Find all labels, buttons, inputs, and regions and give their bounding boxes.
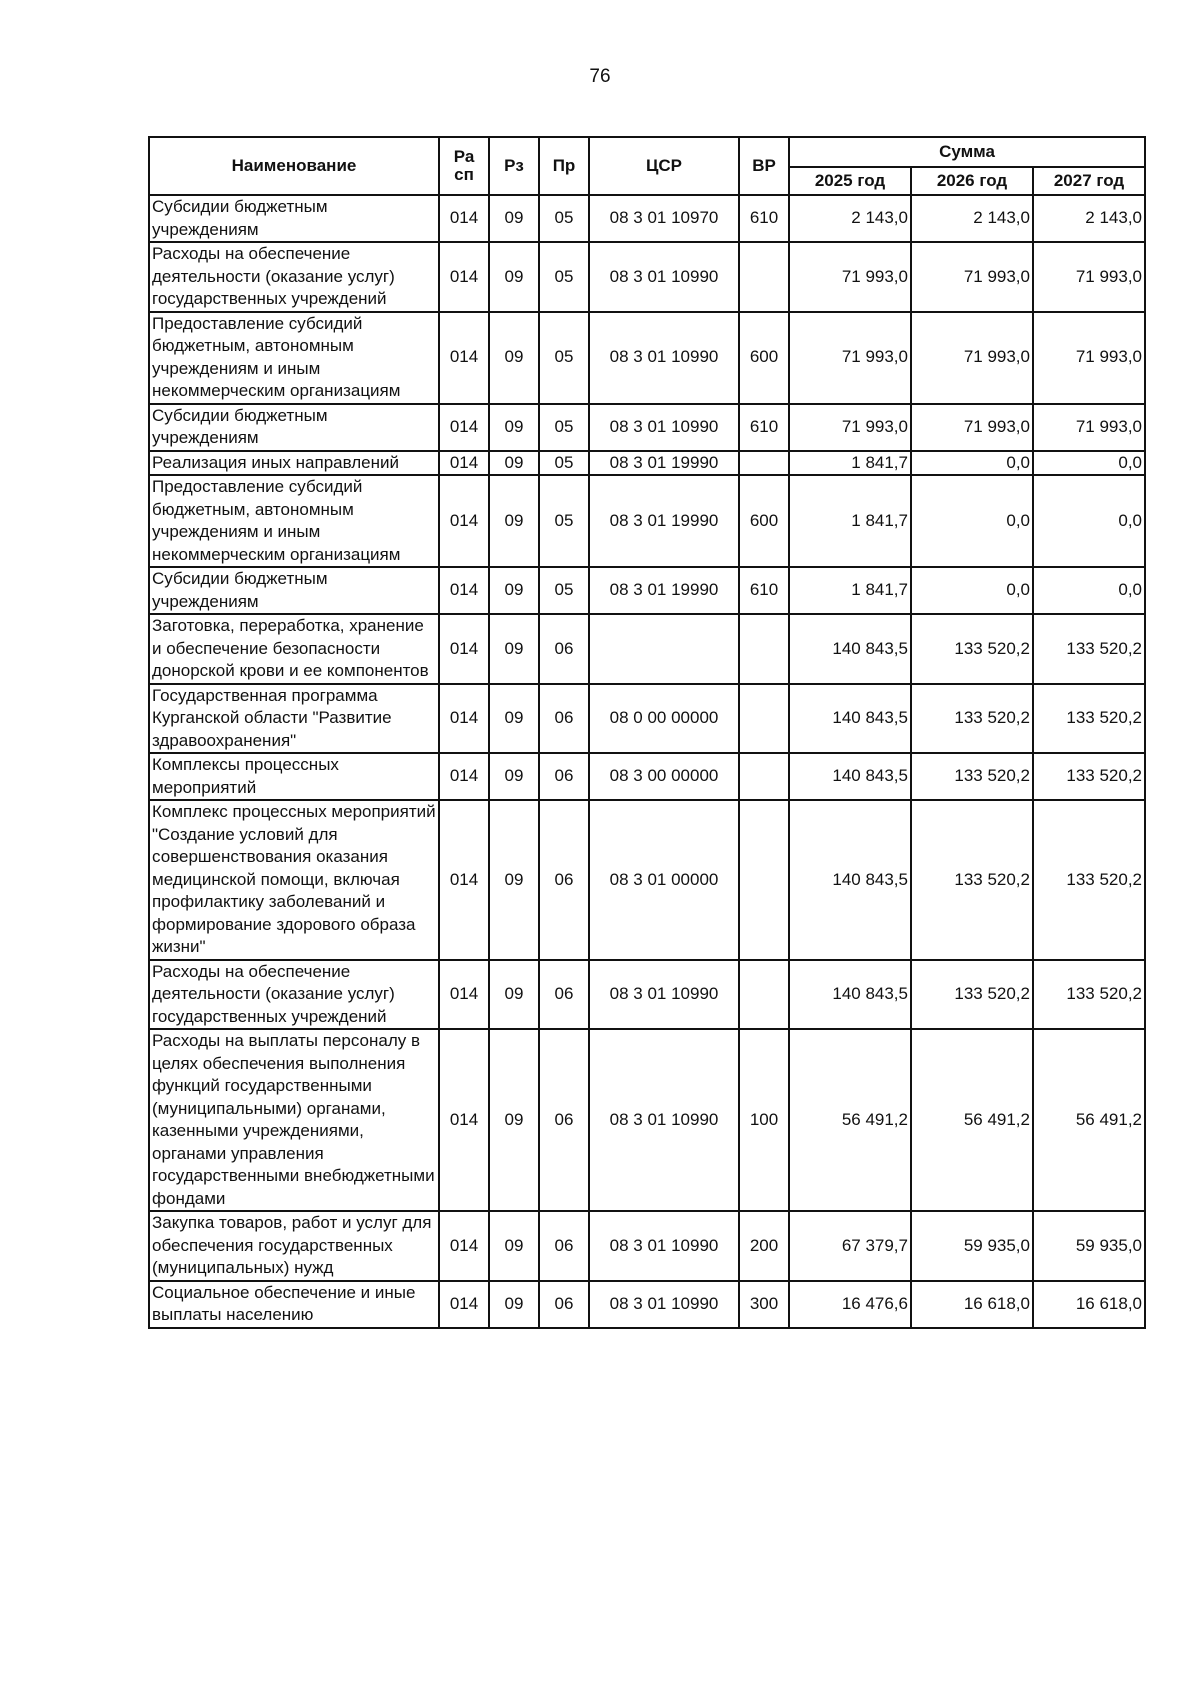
cell-vr bbox=[739, 614, 789, 684]
cell-csr bbox=[589, 614, 739, 684]
cell-sum-2027: 0,0 bbox=[1033, 475, 1145, 567]
cell-vr: 610 bbox=[739, 404, 789, 451]
cell-sum-2025: 16 476,6 bbox=[789, 1281, 911, 1328]
cell-sum-2026: 56 491,2 bbox=[911, 1029, 1033, 1211]
header-rasp: Ра сп bbox=[439, 137, 489, 195]
cell-sum-2025: 140 843,5 bbox=[789, 960, 911, 1030]
cell-sum-2026: 71 993,0 bbox=[911, 242, 1033, 312]
cell-vr: 100 bbox=[739, 1029, 789, 1211]
cell-sum-2027: 56 491,2 bbox=[1033, 1029, 1145, 1211]
table-row bbox=[149, 1211, 1145, 1281]
cell-sum-2026: 59 935,0 bbox=[911, 1211, 1033, 1281]
cell-rz: 09 bbox=[489, 614, 539, 684]
cell-sum-2025: 71 993,0 bbox=[789, 242, 911, 312]
cell-sum-2025: 1 841,7 bbox=[789, 451, 911, 476]
cell-vr bbox=[739, 242, 789, 312]
table-row bbox=[149, 404, 1145, 451]
cell-name: Субсидии бюджетным учреждениям bbox=[149, 404, 439, 451]
cell-sum-2026: 0,0 bbox=[911, 567, 1033, 614]
cell-name: Субсидии бюджетным учреждениям bbox=[149, 567, 439, 614]
cell-rz: 09 bbox=[489, 800, 539, 960]
cell-pr: 06 bbox=[539, 800, 589, 960]
table-row bbox=[149, 475, 1145, 567]
cell-rasp: 014 bbox=[439, 195, 489, 242]
header-name: Наименование bbox=[149, 137, 439, 195]
cell-name: Комплексы процессных мероприятий bbox=[149, 753, 439, 800]
cell-csr: 08 3 01 10990 bbox=[589, 1211, 739, 1281]
cell-rasp: 014 bbox=[439, 753, 489, 800]
cell-vr bbox=[739, 800, 789, 960]
cell-csr: 08 3 01 10990 bbox=[589, 404, 739, 451]
cell-sum-2025: 140 843,5 bbox=[789, 614, 911, 684]
cell-rasp: 014 bbox=[439, 614, 489, 684]
cell-pr: 06 bbox=[539, 960, 589, 1030]
cell-vr bbox=[739, 960, 789, 1030]
table-row bbox=[149, 1281, 1145, 1328]
cell-sum-2026: 71 993,0 bbox=[911, 312, 1033, 404]
header-csr: ЦСР bbox=[589, 137, 739, 195]
cell-rasp: 014 bbox=[439, 1211, 489, 1281]
cell-pr: 05 bbox=[539, 312, 589, 404]
cell-rz: 09 bbox=[489, 567, 539, 614]
table-row bbox=[149, 195, 1145, 242]
cell-vr: 600 bbox=[739, 312, 789, 404]
table-row bbox=[149, 567, 1145, 614]
cell-pr: 06 bbox=[539, 614, 589, 684]
header-rz: Рз bbox=[489, 137, 539, 195]
cell-csr: 08 0 00 00000 bbox=[589, 684, 739, 754]
cell-vr: 600 bbox=[739, 475, 789, 567]
cell-csr: 08 3 01 10990 bbox=[589, 1281, 739, 1328]
cell-sum-2027: 133 520,2 bbox=[1033, 614, 1145, 684]
cell-name: Расходы на обеспечение деятельности (оказание услуг) государственных учреждений bbox=[149, 960, 439, 1030]
cell-rz: 09 bbox=[489, 1211, 539, 1281]
table-header bbox=[149, 137, 1145, 195]
cell-rasp: 014 bbox=[439, 475, 489, 567]
cell-sum-2026: 133 520,2 bbox=[911, 684, 1033, 754]
cell-sum-2026: 133 520,2 bbox=[911, 960, 1033, 1030]
cell-rz: 09 bbox=[489, 960, 539, 1030]
cell-sum-2025: 2 143,0 bbox=[789, 195, 911, 242]
cell-rz: 09 bbox=[489, 242, 539, 312]
table-body bbox=[149, 195, 1145, 1328]
cell-pr: 06 bbox=[539, 1281, 589, 1328]
cell-rz: 09 bbox=[489, 684, 539, 754]
cell-vr: 610 bbox=[739, 195, 789, 242]
cell-pr: 05 bbox=[539, 195, 589, 242]
header-year-2025: 2025 год bbox=[789, 167, 911, 195]
cell-csr: 08 3 00 00000 bbox=[589, 753, 739, 800]
cell-vr bbox=[739, 451, 789, 476]
cell-csr: 08 3 01 10990 bbox=[589, 242, 739, 312]
cell-pr: 05 bbox=[539, 475, 589, 567]
cell-rasp: 014 bbox=[439, 451, 489, 476]
header-year-2027: 2027 год bbox=[1033, 167, 1145, 195]
budget-table bbox=[148, 136, 1146, 1329]
cell-rz: 09 bbox=[489, 753, 539, 800]
cell-sum-2027: 71 993,0 bbox=[1033, 404, 1145, 451]
cell-sum-2027: 133 520,2 bbox=[1033, 684, 1145, 754]
cell-rz: 09 bbox=[489, 1281, 539, 1328]
cell-vr bbox=[739, 753, 789, 800]
cell-csr: 08 3 01 10990 bbox=[589, 960, 739, 1030]
cell-pr: 06 bbox=[539, 753, 589, 800]
cell-name: Предоставление субсидий бюджетным, автономным учреждениям и иным некоммерческим организациям bbox=[149, 312, 439, 404]
cell-csr: 08 3 01 10990 bbox=[589, 1029, 739, 1211]
cell-sum-2027: 0,0 bbox=[1033, 451, 1145, 476]
cell-sum-2027: 71 993,0 bbox=[1033, 242, 1145, 312]
cell-rasp: 014 bbox=[439, 242, 489, 312]
cell-sum-2026: 71 993,0 bbox=[911, 404, 1033, 451]
table-row bbox=[149, 800, 1145, 960]
header-sum: Сумма bbox=[789, 137, 1145, 167]
cell-rz: 09 bbox=[489, 1029, 539, 1211]
cell-sum-2025: 1 841,7 bbox=[789, 475, 911, 567]
cell-rasp: 014 bbox=[439, 404, 489, 451]
cell-rasp: 014 bbox=[439, 567, 489, 614]
cell-rasp: 014 bbox=[439, 684, 489, 754]
cell-csr: 08 3 01 19990 bbox=[589, 451, 739, 476]
cell-pr: 05 bbox=[539, 567, 589, 614]
table-row bbox=[149, 451, 1145, 476]
cell-name: Социальное обеспечение и иные выплаты населению bbox=[149, 1281, 439, 1328]
cell-sum-2025: 71 993,0 bbox=[789, 404, 911, 451]
cell-name: Реализация иных направлений bbox=[149, 451, 439, 476]
cell-name: Субсидии бюджетным учреждениям bbox=[149, 195, 439, 242]
cell-rz: 09 bbox=[489, 312, 539, 404]
cell-vr: 300 bbox=[739, 1281, 789, 1328]
cell-name: Расходы на обеспечение деятельности (оказание услуг) государственных учреждений bbox=[149, 242, 439, 312]
table-row bbox=[149, 684, 1145, 754]
cell-name: Комплекс процессных мероприятий "Создание условий для совершенствования оказания медицинской помощи, включая профилактику заболеваний и формирование здорового образа жизни" bbox=[149, 800, 439, 960]
cell-csr: 08 3 01 00000 bbox=[589, 800, 739, 960]
cell-sum-2027: 16 618,0 bbox=[1033, 1281, 1145, 1328]
cell-sum-2027: 71 993,0 bbox=[1033, 312, 1145, 404]
table-row bbox=[149, 753, 1145, 800]
cell-sum-2025: 140 843,5 bbox=[789, 800, 911, 960]
cell-sum-2026: 16 618,0 bbox=[911, 1281, 1033, 1328]
cell-rz: 09 bbox=[489, 404, 539, 451]
page-number: 76 bbox=[589, 66, 611, 87]
table-row bbox=[149, 614, 1145, 684]
cell-sum-2025: 71 993,0 bbox=[789, 312, 911, 404]
cell-sum-2025: 1 841,7 bbox=[789, 567, 911, 614]
cell-pr: 06 bbox=[539, 1029, 589, 1211]
header-vr: ВР bbox=[739, 137, 789, 195]
cell-sum-2027: 59 935,0 bbox=[1033, 1211, 1145, 1281]
cell-sum-2027: 133 520,2 bbox=[1033, 800, 1145, 960]
cell-name: Закупка товаров, работ и услуг для обеспечения государственных (муниципальных) нужд bbox=[149, 1211, 439, 1281]
cell-sum-2025: 67 379,7 bbox=[789, 1211, 911, 1281]
cell-pr: 06 bbox=[539, 684, 589, 754]
header-pr: Пр bbox=[539, 137, 589, 195]
cell-sum-2027: 0,0 bbox=[1033, 567, 1145, 614]
header-year-2026: 2026 год bbox=[911, 167, 1033, 195]
cell-sum-2026: 0,0 bbox=[911, 475, 1033, 567]
cell-rz: 09 bbox=[489, 451, 539, 476]
table-row bbox=[149, 242, 1145, 312]
cell-sum-2027: 133 520,2 bbox=[1033, 753, 1145, 800]
cell-pr: 06 bbox=[539, 1211, 589, 1281]
table-row bbox=[149, 1029, 1145, 1211]
cell-pr: 05 bbox=[539, 242, 589, 312]
cell-pr: 05 bbox=[539, 451, 589, 476]
cell-rasp: 014 bbox=[439, 312, 489, 404]
cell-vr: 610 bbox=[739, 567, 789, 614]
table-row bbox=[149, 960, 1145, 1030]
cell-vr bbox=[739, 684, 789, 754]
cell-csr: 08 3 01 19990 bbox=[589, 567, 739, 614]
cell-name: Предоставление субсидий бюджетным, автономным учреждениям и иным некоммерческим организациям bbox=[149, 475, 439, 567]
cell-sum-2025: 140 843,5 bbox=[789, 684, 911, 754]
cell-sum-2026: 133 520,2 bbox=[911, 614, 1033, 684]
cell-name: Государственная программа Курганской области "Развитие здравоохранения" bbox=[149, 684, 439, 754]
cell-sum-2027: 2 143,0 bbox=[1033, 195, 1145, 242]
cell-rz: 09 bbox=[489, 475, 539, 567]
cell-rasp: 014 bbox=[439, 960, 489, 1030]
cell-sum-2026: 133 520,2 bbox=[911, 800, 1033, 960]
cell-vr: 200 bbox=[739, 1211, 789, 1281]
cell-rasp: 014 bbox=[439, 1281, 489, 1328]
cell-sum-2026: 2 143,0 bbox=[911, 195, 1033, 242]
cell-sum-2025: 140 843,5 bbox=[789, 753, 911, 800]
cell-pr: 05 bbox=[539, 404, 589, 451]
cell-sum-2025: 56 491,2 bbox=[789, 1029, 911, 1211]
cell-rasp: 014 bbox=[439, 800, 489, 960]
cell-rasp: 014 bbox=[439, 1029, 489, 1211]
cell-rz: 09 bbox=[489, 195, 539, 242]
cell-csr: 08 3 01 19990 bbox=[589, 475, 739, 567]
cell-name: Расходы на выплаты персоналу в целях обеспечения выполнения функций государственными (муниципальными) органами, казенными учреждениями, органами управления государственными внебюджетными фондами bbox=[149, 1029, 439, 1211]
cell-sum-2026: 0,0 bbox=[911, 451, 1033, 476]
cell-name: Заготовка, переработка, хранение и обеспечение безопасности донорской крови и ее компонентов bbox=[149, 614, 439, 684]
cell-csr: 08 3 01 10990 bbox=[589, 312, 739, 404]
cell-sum-2027: 133 520,2 bbox=[1033, 960, 1145, 1030]
cell-sum-2026: 133 520,2 bbox=[911, 753, 1033, 800]
cell-csr: 08 3 01 10970 bbox=[589, 195, 739, 242]
table-row bbox=[149, 312, 1145, 404]
